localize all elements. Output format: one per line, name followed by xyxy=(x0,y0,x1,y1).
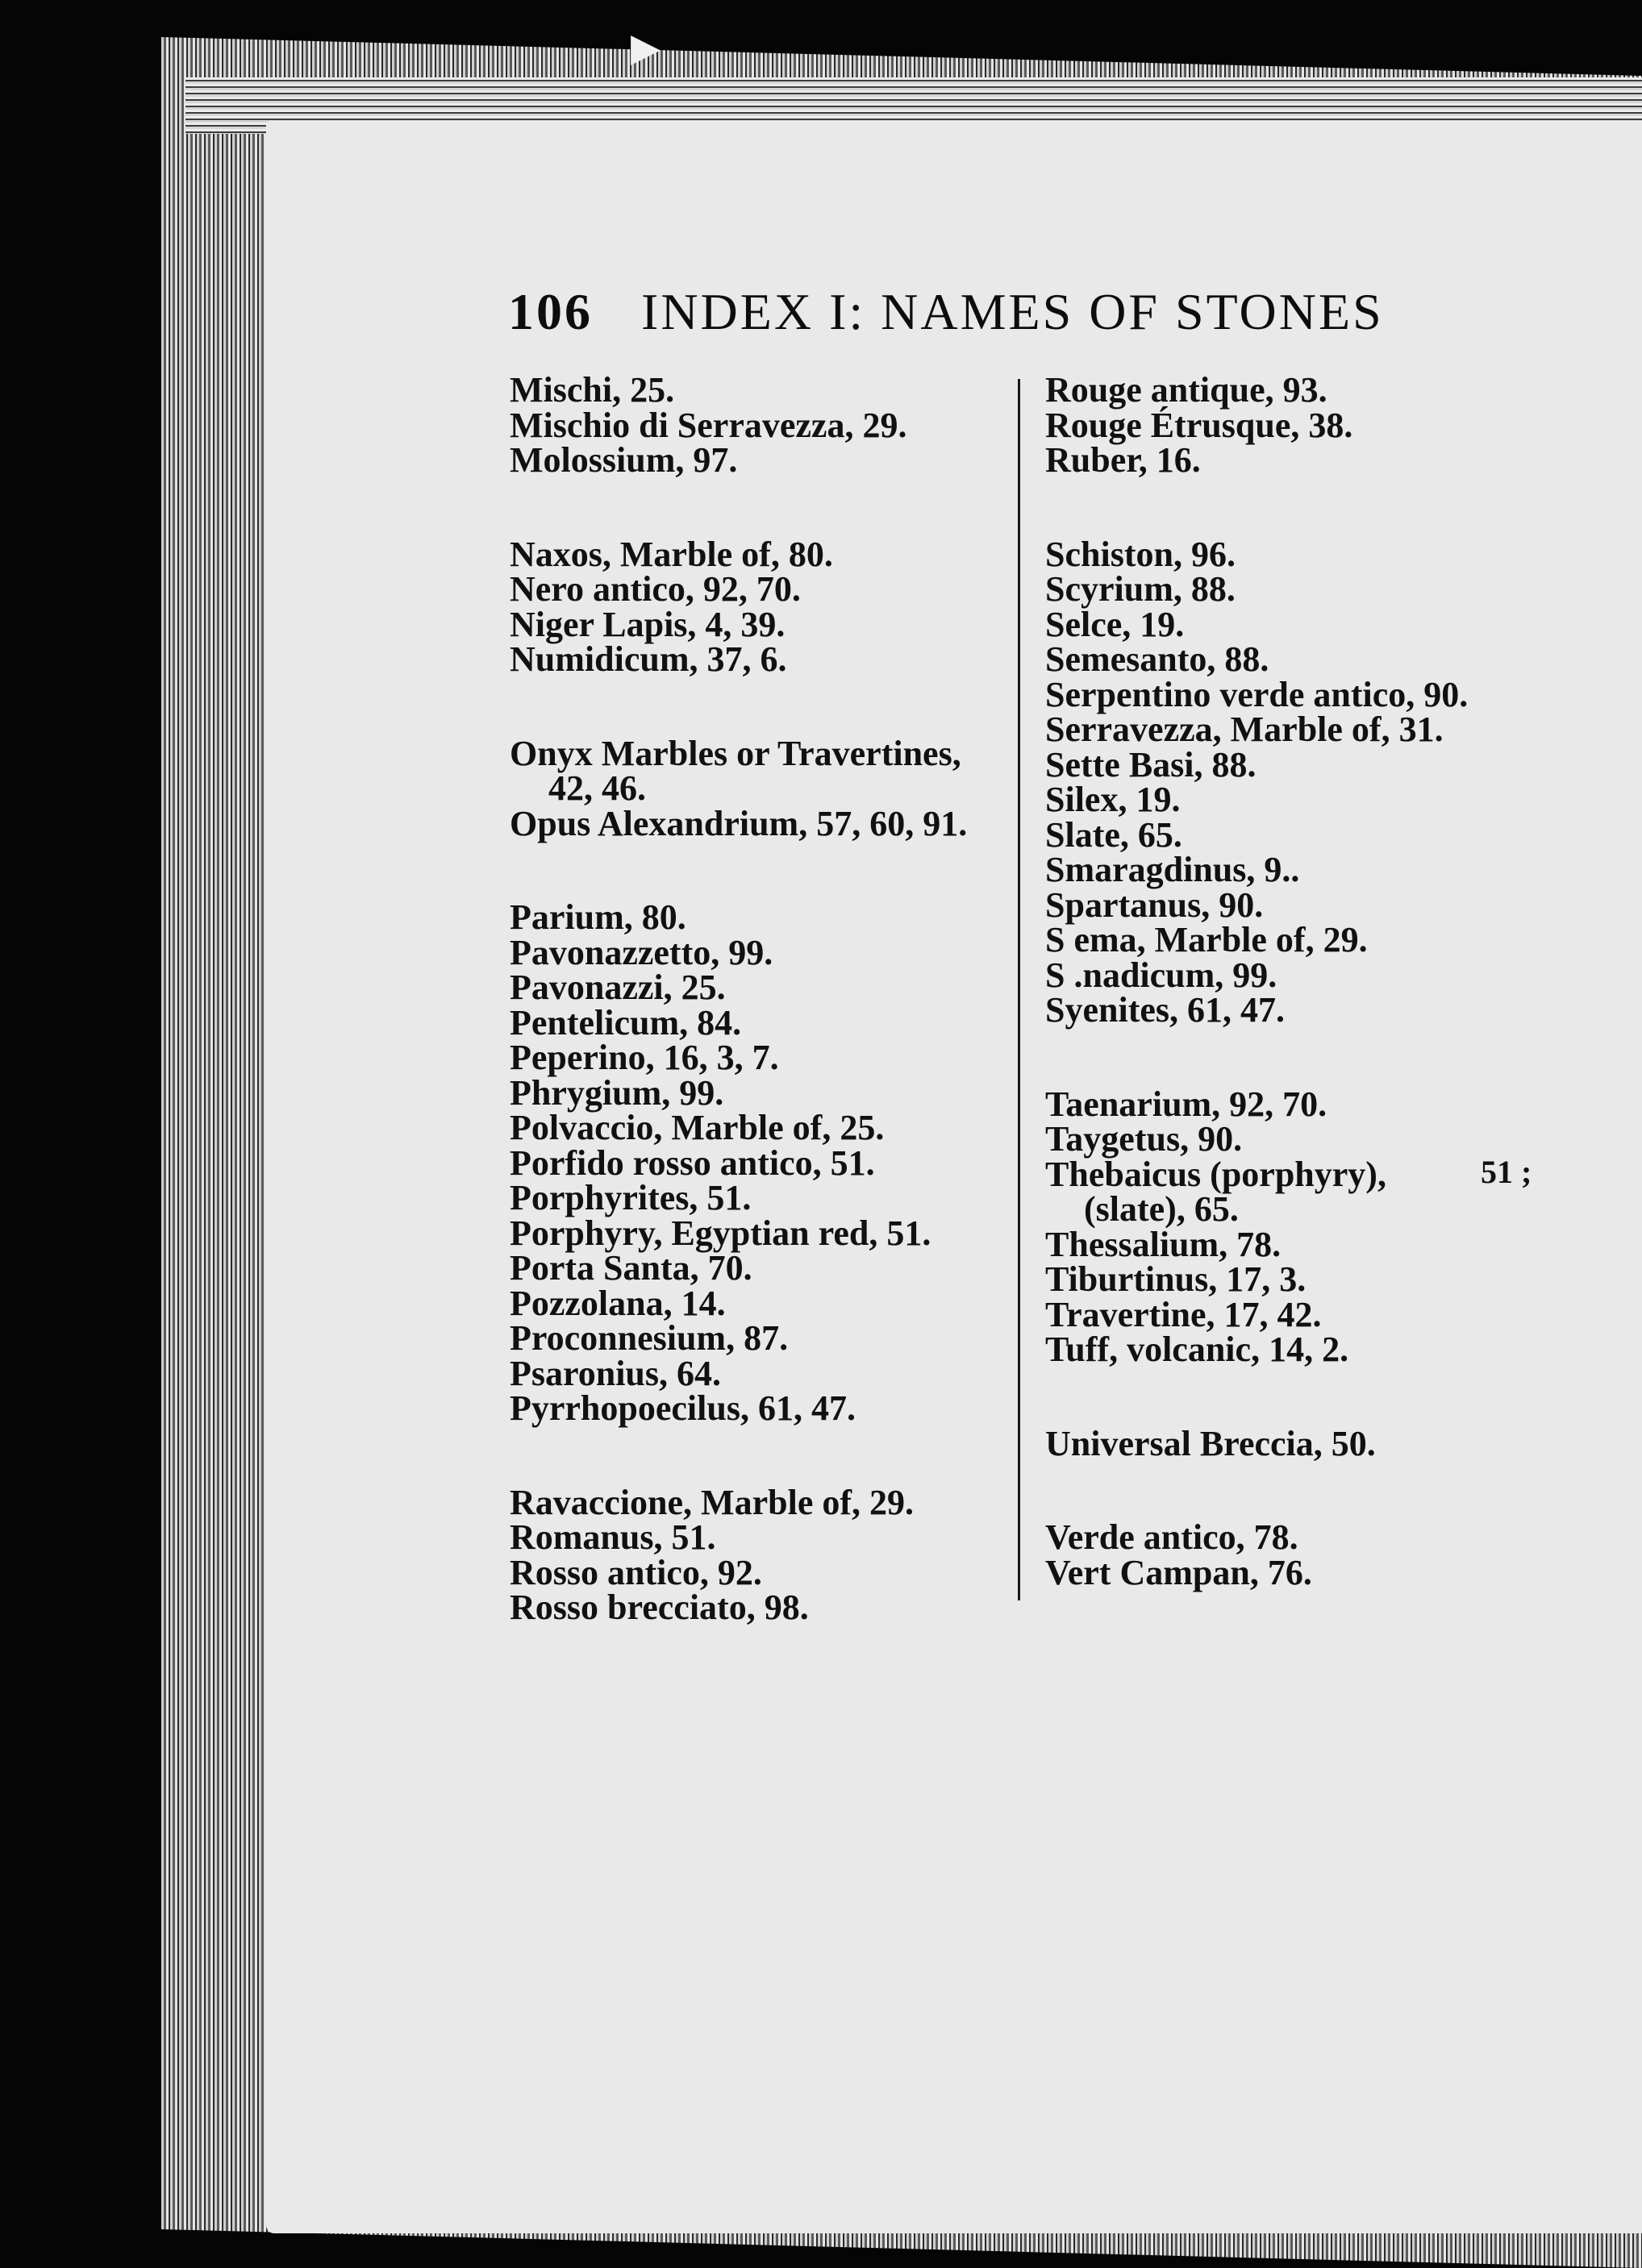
index-entry: Rouge antique, 93. xyxy=(1045,370,1327,410)
index-entry: Vert Campan, 76. xyxy=(1045,1552,1312,1592)
index-entry: Pentelicum, 84. xyxy=(510,1002,742,1042)
index-entry: Slate, 65. xyxy=(1045,814,1182,855)
page-header xyxy=(508,282,1476,342)
group-gap xyxy=(1045,1367,1610,1426)
index-entry: Onyx Marbles or Travertines, xyxy=(510,733,961,773)
group-gap xyxy=(510,677,1010,736)
scan-mark: ▶ xyxy=(631,27,661,69)
index-entry: Niger Lapis, 4, 39. xyxy=(510,604,786,644)
index-entry: Rosso brecciato, 98. xyxy=(510,1588,809,1627)
index-entry: Proconnesium, 87. xyxy=(510,1318,789,1358)
index-entry: Rosso antico, 92. xyxy=(510,1552,762,1592)
index-entry: Pavonazzetto, 99. xyxy=(510,932,773,972)
index-entry: Silex, 19. xyxy=(1045,780,1181,819)
index-entry: Spartanus, 90. xyxy=(1045,884,1264,925)
group-gap xyxy=(1045,1028,1610,1087)
page-title: INDEX I: NAMES OF STONES xyxy=(641,283,1384,340)
group-gap xyxy=(1045,478,1610,537)
index-entry: Universal Breccia, 50. xyxy=(1045,1423,1376,1463)
index-entry: Taenarium, 92, 70. xyxy=(1045,1084,1327,1124)
page-number: 106 xyxy=(508,283,593,340)
index-entry: Ruber, 16. xyxy=(1045,440,1201,480)
index-entry: Parium, 80. xyxy=(510,897,686,937)
index-entry: Mischi, 25. xyxy=(510,370,675,410)
index-entry: Numidicum, 37, 6. xyxy=(510,639,787,679)
index-entry: Polvaccio, Marble of, 25. xyxy=(510,1108,885,1147)
index-entry: Phrygium, 99. xyxy=(510,1072,724,1113)
index-entry: Travertine, 17, 42. xyxy=(1045,1294,1322,1334)
index-entry: Serpentino verde antico, 90. xyxy=(1045,674,1469,714)
index-entry: Tiburtinus, 17, 3. xyxy=(1045,1259,1307,1299)
index-column-right xyxy=(1045,372,1610,1590)
index-entry: Pyrrhopoecilus, 61, 47. xyxy=(510,1388,856,1428)
index-entry: Nero antico, 92, 70. xyxy=(510,569,801,609)
index-entry: Romanus, 51. xyxy=(510,1517,716,1557)
margin-fragment: 51 ; xyxy=(1481,1154,1532,1190)
index-entry: Selce, 19. xyxy=(1045,604,1185,644)
index-entry: Sette Basi, 88. xyxy=(1045,744,1257,784)
index-entry: Psaronius, 64. xyxy=(510,1353,722,1393)
index-entry: Porphyrites, 51. xyxy=(510,1178,752,1217)
index-entry: Molossium, 97. xyxy=(510,440,738,480)
index-entry: Porta Santa, 70. xyxy=(510,1248,752,1288)
index-entry: Pozzolana, 14. xyxy=(510,1283,726,1323)
index-column-left xyxy=(510,372,1010,1625)
index-entry: Thebaicus (porphyry), xyxy=(1045,1154,1386,1194)
group-gap xyxy=(1045,1461,1610,1520)
index-entry: S ema, Marble of, 29. xyxy=(1045,920,1368,959)
index-entry: Smaragdinus, 9.. xyxy=(1045,850,1300,889)
index-entry: (slate), 65. xyxy=(1084,1189,1239,1229)
index-entry: S .nadicum, 99. xyxy=(1045,955,1277,995)
column-divider xyxy=(1018,379,1020,1600)
index-entry: Tuff, volcanic, 14, 2. xyxy=(1045,1330,1349,1369)
group-gap xyxy=(510,1426,1010,1485)
index-entry: Schiston, 96. xyxy=(1045,534,1236,574)
index-entry: Thessalium, 78. xyxy=(1045,1224,1282,1264)
index-entry: Pavonazzi, 25. xyxy=(510,968,726,1007)
index-entry: 42, 46. xyxy=(548,768,646,808)
index-entry: Naxos, Marble of, 80. xyxy=(510,534,833,574)
group-gap xyxy=(510,478,1010,537)
group-gap xyxy=(510,841,1010,900)
index-entry: Opus Alexandrium, 57, 60, 91. xyxy=(510,803,968,843)
index-entry: Semesanto, 88. xyxy=(1045,639,1269,679)
index-entry: Serravezza, Marble of, 31. xyxy=(1045,710,1444,749)
index-entry: Peperino, 16, 3, 7. xyxy=(510,1038,779,1077)
index-entry: Taygetus, 90. xyxy=(1045,1119,1243,1159)
index-entry: Porphyry, Egyptian red, 51. xyxy=(510,1213,931,1253)
index-entry: Syenites, 61, 47. xyxy=(1045,990,1285,1030)
index-entry: Scyrium, 88. xyxy=(1045,569,1236,609)
index-entry: Mischio di Serravezza, 29. xyxy=(510,405,907,445)
index-entry: Verde antico, 78. xyxy=(1045,1517,1298,1557)
index-entry: Rouge Étrusque, 38. xyxy=(1045,405,1353,445)
index-entry: Porfido rosso antico, 51. xyxy=(510,1142,875,1183)
index-entry: Ravaccione, Marble of, 29. xyxy=(510,1482,914,1522)
